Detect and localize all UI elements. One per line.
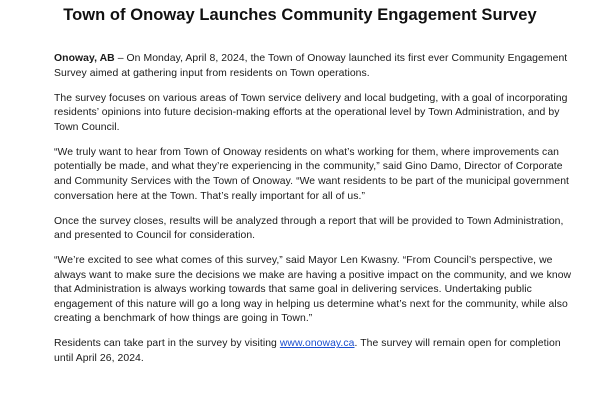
intro-paragraph	[54, 52, 582, 81]
intro-text: – On Monday, April 8, 2024, the Town of Onoway launched its first ever Community Engagement Survey aimed at gathering input from residents on Town operations.	[54, 53, 568, 79]
dateline: Onoway, AB	[54, 53, 115, 64]
closing-paragraph	[54, 337, 582, 366]
website-link[interactable]: www.onoway.ca	[279, 338, 355, 350]
paragraph-survey-results: Once the survey closes, results will be analyzed through a report that will be provided to Town Administration, and presented to Council for consideration.	[54, 215, 564, 242]
paragraph-survey-focus: The survey focuses on various areas of Town service delivery and local budgeting, with a goal of incorporating residents’ opinions into future decision-making efforts at the operational level by Town Administration, and by Town Council.	[54, 92, 568, 133]
closing-text-after: . The survey will remain open for completion until April 26, 2024.	[54, 338, 561, 365]
document-title: Town of Onoway Launches Community Engagement Survey	[63, 6, 537, 24]
paragraph-director-quote: “We truly want to hear from Town of Onoway residents on what’s working for them, where improvements can potentially be made, and what they’re experiencing in the community,” said Gino Damo, Director of Corporate and Community Services with the Town of Onoway. “We want residents to be part of the municipal government conversation here at the Town. That’s really important for all of us.”	[54, 146, 570, 202]
closing-text-before: Residents can take part in the survey by visiting	[54, 338, 280, 350]
paragraph-mayor-quote: “We’re excited to see what comes of this survey,” said Mayor Len Kwasny. “From Council’s perspective, we always want to make sure the decisions we make are having a positive impact on the community, and we know that Administration is always working towards that same goal in delivering services. Undertaking public engagement of this nature will go a long way in helping us determine what’s next for the community, while also creating a benchmark of how things are going in Town.”	[54, 255, 572, 325]
document-body	[54, 52, 582, 377]
